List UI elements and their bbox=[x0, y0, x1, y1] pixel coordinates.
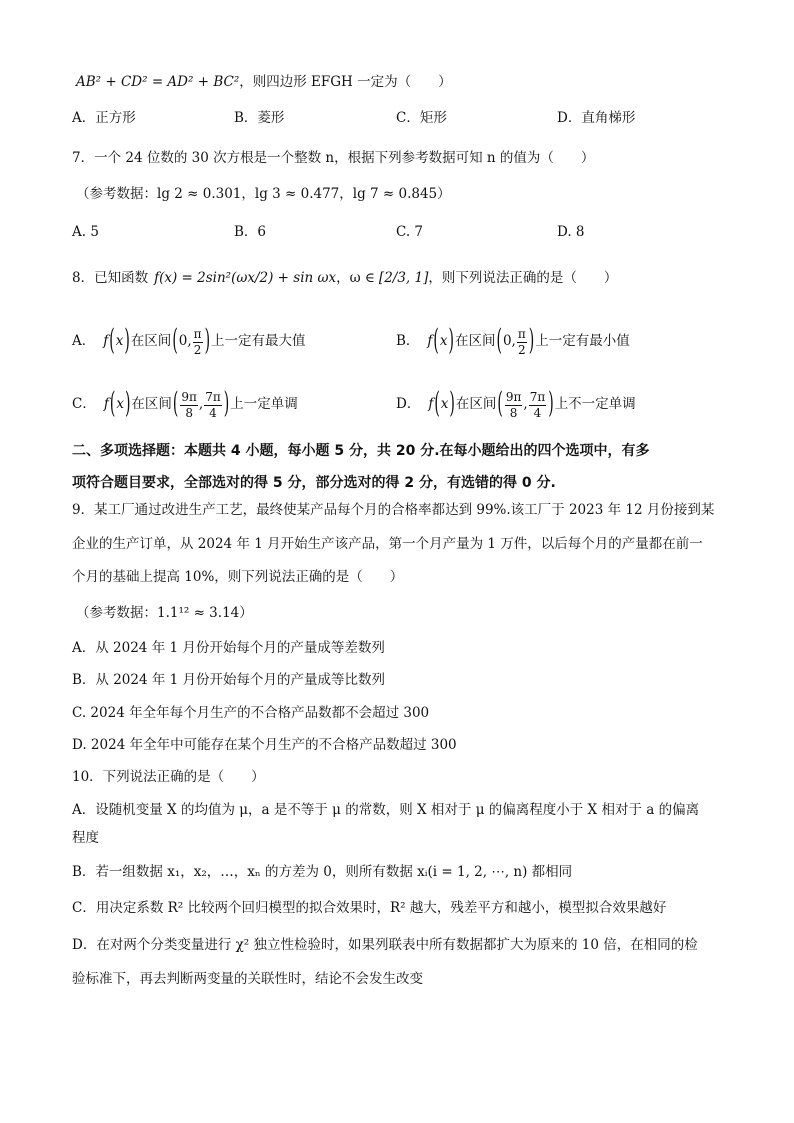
q9-option-a: A．从 2024 年 1 月份开始每个月的产量成等差数列 bbox=[72, 640, 385, 656]
q8-stem-suffix: ，则下列说法正确的是（ ） bbox=[428, 270, 618, 287]
q8-option-c: C． f ( x ) 在区间 ( $\frac{9\pi}{8}$ , $\frac{7\pi}{4}$ ) 上一定单调 bbox=[72, 387, 298, 422]
q9-stem-line1: 9．某工厂通过改进生产工艺，最终使某产品每个月的合格率都达到 99%.该工厂于 2023 年 12 月份接到某 bbox=[72, 502, 715, 518]
section2-heading-line1: 二、多项选择题：本题共 4 小题，每小题 5 分，共 20 分.在每小题给出的四个选项中，有多 bbox=[72, 443, 650, 459]
q8-option-d-label: D． bbox=[396, 396, 421, 413]
q10-option-d-line2: 验标准下，再去判断两变量的关联性时，结论不会发生改变 bbox=[72, 971, 423, 987]
q8-option-d-conclusion: 上不一定单调 bbox=[554, 396, 636, 413]
q8-option-b-conclusion: 上一定有最小值 bbox=[535, 333, 630, 350]
q8-option-a: A． f ( x ) 在区间 ( 0, $\frac{\pi}{2}$ ) 上一定有最大值 bbox=[72, 324, 306, 359]
q8-option-a-conclusion: 上一定有最大值 bbox=[211, 333, 306, 350]
q7-option-b: B．6 bbox=[234, 224, 267, 240]
q8-option-d: D． f ( x ) 在区间 ( $\frac{9\pi}{8}$ , $\frac{7\pi}{4}$ ) 上不一定单调 bbox=[396, 387, 636, 422]
q8-stem-prefix: 8．已知函数 bbox=[72, 270, 149, 287]
q10-option-c: C．用决定系数 R² 比较两个回归模型的拟合效果时，R² 越大，残差平方和越小，模型拟合效果越好 bbox=[72, 900, 667, 916]
q7-reference: （参考数据：lg 2 ≈ 0.301，lg 3 ≈ 0.477，lg 7 ≈ 0.845） bbox=[76, 186, 451, 202]
q8-option-b-label: B． bbox=[396, 333, 420, 350]
q6-condition-math: AB² + CD² = AD² + BC² bbox=[76, 74, 240, 90]
q10-option-b: B．若一组数据 x₁，x₂，…，xₙ 的方差为 0，则所有数据 xᵢ(i = 1, 2, ⋯, n) 都相同 bbox=[72, 864, 573, 880]
q6-option-b: B．菱形 bbox=[234, 110, 285, 126]
q8-option-b: B． f ( x ) 在区间 ( 0, $\frac{\pi}{2}$ ) 上一定有最小值 bbox=[396, 324, 630, 359]
q10-option-d-line1: D．在对两个分类变量进行 χ² 独立性检验时，如果列联表中所有数据都扩大为原来的 10 倍，在相同的检 bbox=[72, 937, 698, 953]
q7-option-d: D. 8 bbox=[557, 224, 585, 240]
q10-stem: 10．下列说法正确的是（ ） bbox=[72, 769, 265, 785]
q8-function: f(x) = 2sin²(ωx/2) + sin ωx bbox=[154, 270, 337, 287]
q8-option-c-interval-text: 在区间 bbox=[131, 396, 172, 413]
q8-option-c-conclusion: 上一定单调 bbox=[230, 396, 298, 413]
q6-option-a: A．正方形 bbox=[72, 110, 136, 126]
q8-stem bbox=[72, 264, 617, 294]
q9-stem-line3: 个月的基础上提高 10%，则下列说法正确的是（ ） bbox=[72, 569, 404, 585]
q8-option-b-interval-text: 在区间 bbox=[454, 333, 496, 350]
q7-stem: 7．一个 24 位数的 30 次方根是一个整数 n，根据下列参考数据可知 n 的值为（ ） bbox=[72, 150, 595, 166]
q8-omega-interval: [2/3, 1] bbox=[378, 270, 429, 287]
q8-option-a-label: A． bbox=[72, 333, 96, 350]
q9-option-c: C. 2024 年全年每个月生产的不合格产品数都不会超过 300 bbox=[72, 705, 430, 721]
q9-stem-line2: 企业的生产订单，从 2024 年 1 月开始生产该产品，第一个月产量为 1 万件，以后每个月的产量都在前一 bbox=[72, 536, 703, 552]
q6-option-c: C．矩形 bbox=[396, 110, 447, 126]
section2-heading-line2: 项符合题目要求，全部选对的得 5 分，部分选对的得 2 分，有选错的得 0 分. bbox=[72, 475, 556, 491]
q9-option-d: D. 2024 年全年中可能存在某个月生产的不合格产品数超过 300 bbox=[72, 737, 457, 753]
q8-option-c-label: C． bbox=[72, 396, 96, 413]
q8-stem-mid: ，ω ∈ bbox=[336, 270, 375, 287]
q6-option-d: D．直角梯形 bbox=[557, 110, 636, 126]
q10-option-a-line2: 程度 bbox=[72, 830, 99, 846]
q10-option-a-line1: A．设随机变量 X 的均值为 μ，a 是不等于 μ 的常数，则 X 相对于 μ 的偏离程度小于 X 相对于 a 的偏离 bbox=[72, 802, 700, 818]
q9-option-b: B．从 2024 年 1 月份开始每个月的产量成等比数列 bbox=[72, 672, 386, 688]
q6-tail-line bbox=[76, 76, 452, 90]
q7-option-c: C. 7 bbox=[396, 224, 424, 240]
q8-option-a-interval-text: 在区间 bbox=[130, 333, 172, 350]
q7-option-a: A. 5 bbox=[72, 224, 99, 240]
q6-tail-text: ，则四边形 EFGH 一定为（ ） bbox=[239, 74, 452, 90]
q9-reference: （参考数据：1.1¹² ≈ 3.14） bbox=[76, 605, 253, 621]
q8-option-d-interval-text: 在区间 bbox=[455, 396, 497, 413]
